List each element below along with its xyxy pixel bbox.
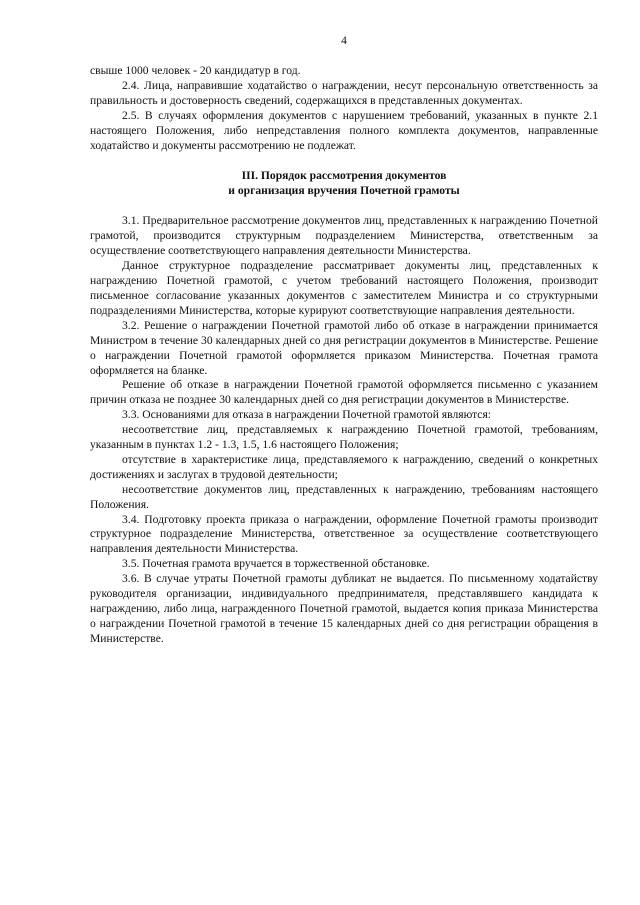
section-heading-line-1: III. Порядок рассмотрения документов (241, 169, 447, 183)
page-number: 4 (341, 34, 347, 47)
paragraph-3-3-item-3: несоответствие документов лиц, представленных к награждению, требованиям настоящего Положения. (90, 482, 598, 511)
section-heading (90, 168, 598, 198)
paragraph-2-5: 2.5. В случаях оформления документов с нарушением требований, указанных в пункте 2.1 настоящего Положения, либо непредставления полного комплекта документов, направленные ходатайство и документы рассмотрению не подлежат. (90, 108, 598, 152)
paragraph-3-5: 3.5. Почетная грамота вручается в торжественной обстановке. (122, 557, 430, 571)
paragraph-3-2: 3.2. Решение о награждении Почетной грамотой либо об отказе в награждении принимается Министром в течение 30 календарных дней со дня регистрации документов в Министерстве. Решение о награждении Почетной грамотой оформляется приказом Министерства. Почетная грамота оформляется на бланке. (90, 318, 598, 377)
paragraph-3-1: 3.1. Предварительное рассмотрение документов лиц, представленных к награждению Почетной грамотой, производится структурным подразделением Министерства, ответственным за осуществление соответствующего направления деятельности Министерства. (90, 214, 598, 258)
paragraph-continuation: свыше 1000 человек - 20 кандидатур в год. (90, 64, 301, 77)
paragraph-3-3-item-1: несоответствие лиц, представляемых к награждению Почетной грамотой, требованиям, указанным в пунктах 1.2 - 1.3, 1.5, 1.6 настоящего Положения; (90, 423, 598, 452)
paragraph-2-4: 2.4. Лица, направившие ходатайство о награждении, несут персональную ответственность за правильность и достоверность сведений, содержащихся в представленных документах. (90, 78, 598, 107)
paragraph-3-4: 3.4. Подготовку проекта приказа о награждении, оформление Почетной грамоты производит структурное подразделение Министерства, ответственное за осуществление соответствующего направления деятельности Министерства. (90, 512, 598, 556)
paragraph-3-3-item-2: отсутствие в характеристике лица, представляемого к награждению, сведений о конкретных достижениях и заслугах в трудовой деятельности; (90, 452, 598, 481)
paragraph-3-1-continued: Данное структурное подразделение рассматривает документы лиц, представленных к награждению Почетной грамотой, с учетом требований настоящего Положения, производит письменное согласование указанных документов с заместителем Министра и со структурными подразделениями Министерства, которые курируют соответствующие направления деятельности. (90, 259, 598, 317)
section-heading-line-2: и организация вручения Почетной грамоты (228, 184, 460, 198)
document-page (90, 34, 598, 647)
paragraph-3-6: 3.6. В случае утраты Почетной грамоты дубликат не выдается. По письменному ходатайству руководителя организации, индивидуального предпринимателя, представлявшего кандидата к награждению, либо лица, награжденного Почетной грамотой, выдается копия приказа Министерства о награждении Почетной грамотой в течение 15 календарных дней со дня регистрации обращения в Министерстве. (90, 572, 598, 645)
paragraph-3-2-continued: Решение об отказе в награждении Почетной грамотой оформляется письменно с указанием причин отказа не позднее 30 календарных дней со дня регистрации документов в Министерстве. (90, 378, 598, 407)
paragraph-3-3: 3.3. Основаниями для отказа в награждении Почетной грамотой являются: (122, 408, 491, 422)
